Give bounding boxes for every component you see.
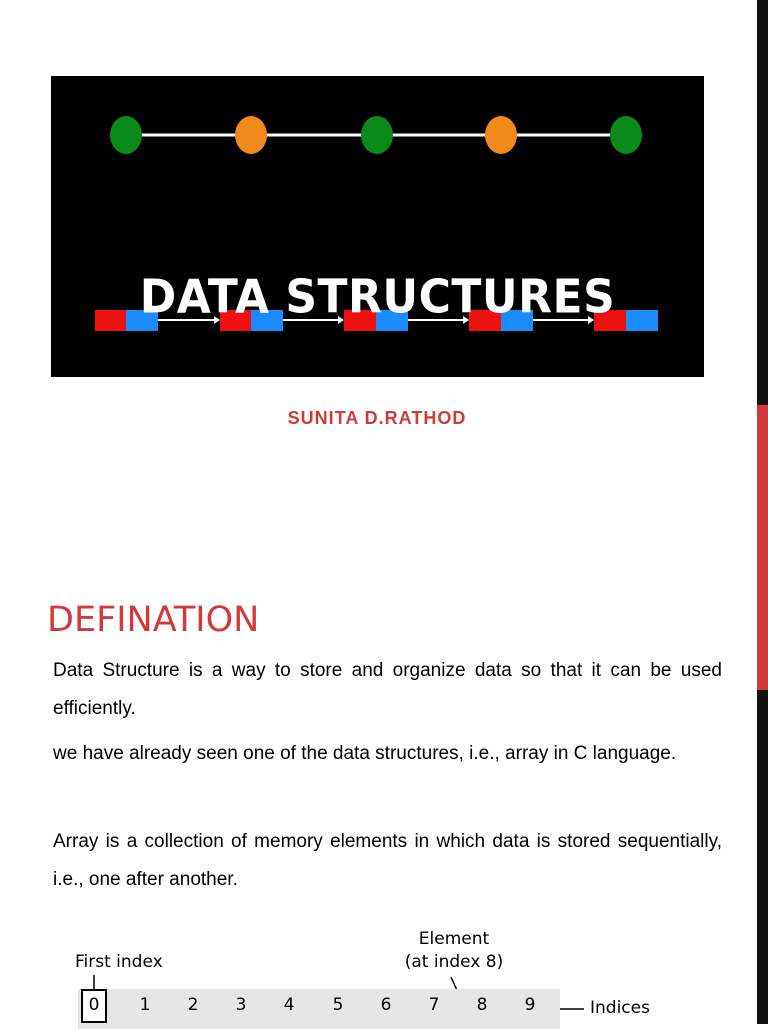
side-accent-bar-red (757, 405, 768, 690)
first-index-label: First index (75, 952, 163, 972)
index-6: 6 (380, 995, 392, 1015)
title-banner (51, 76, 704, 377)
green-node-1 (110, 116, 142, 154)
index-9: 9 (524, 995, 536, 1015)
index-4: 4 (283, 995, 295, 1015)
array-index-diagram (60, 925, 710, 1024)
orange-node-2 (485, 116, 517, 154)
section-heading: DEFINATION (47, 600, 260, 640)
side-accent-bar-top (757, 0, 768, 405)
orange-node-1 (235, 116, 267, 154)
definition-paragraph: Data Structure is a way to store and organize data so that it can be used efficiently. (53, 660, 722, 719)
element-label-line2: (at index 8) (404, 952, 504, 972)
green-node-2 (361, 116, 393, 154)
index-3: 3 (235, 995, 247, 1015)
index-1: 1 (139, 995, 151, 1015)
banner-graphic (51, 76, 704, 377)
author-name: SUNITA D.RATHOD (287, 408, 467, 428)
array-paragraph: Array is a collection of memory elements in which data is stored sequentially, i.e., one after another. (53, 831, 722, 890)
indices-label: Indices (590, 998, 650, 1018)
side-accent-bar-bottom (757, 690, 768, 1024)
green-node-3 (610, 116, 642, 154)
element-label-line1: Element (418, 929, 490, 949)
example-paragraph: we have already seen one of the data structures, i.e., array in C language. (53, 743, 677, 764)
index-8: 8 (476, 995, 488, 1015)
index-2: 2 (187, 995, 199, 1015)
banner-title: DATA STRUCTURES (139, 270, 616, 325)
index-5: 5 (332, 995, 344, 1015)
index-7: 7 (428, 995, 440, 1015)
index-0: 0 (88, 995, 100, 1015)
